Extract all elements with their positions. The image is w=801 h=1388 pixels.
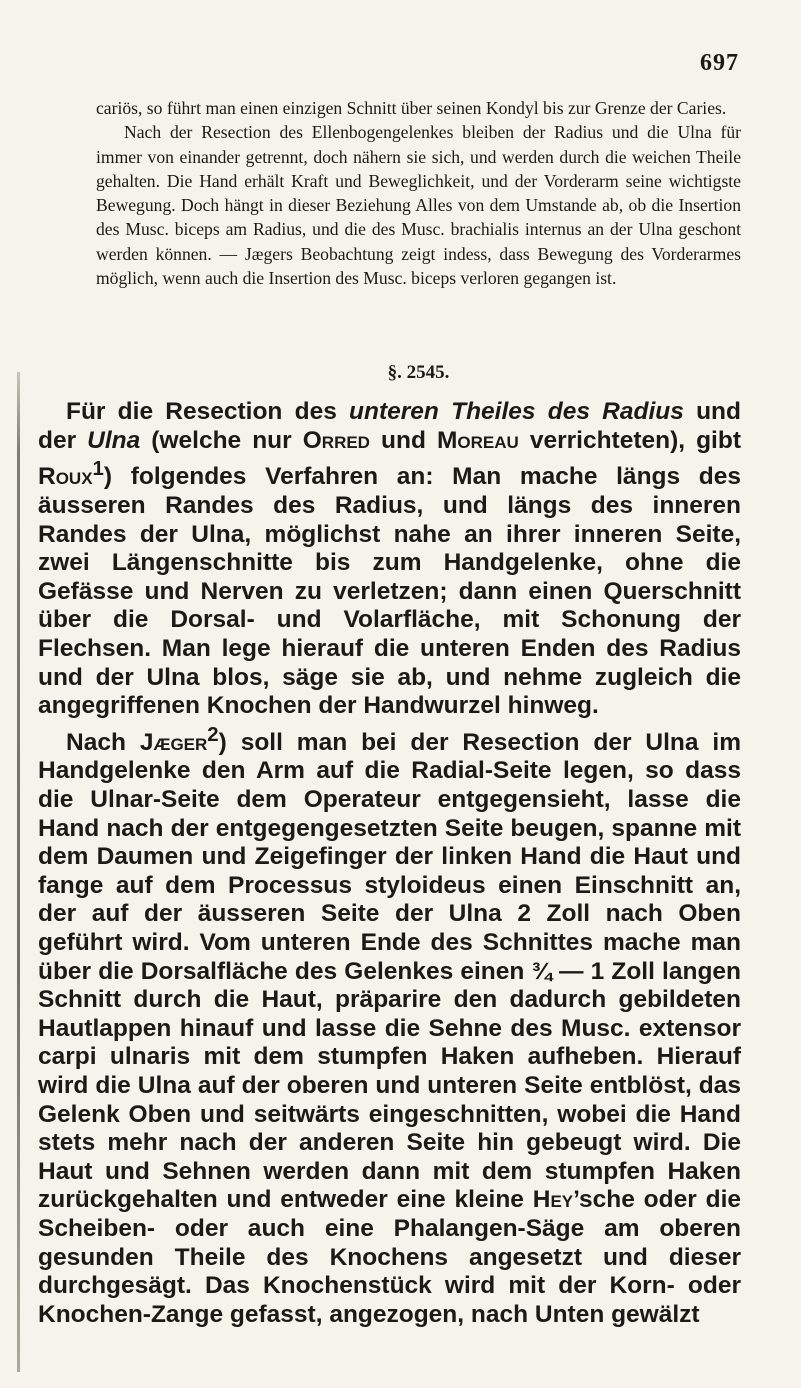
text-run: und der	[38, 398, 741, 454]
text-run: (welche nur	[140, 426, 303, 454]
paragraph-roux-method	[38, 398, 741, 721]
paragraph-caries: cariös, so führt man einen einzigen Schnitt über seinen Kondyl bis zur Grenze der Caries.	[96, 98, 727, 118]
paragraph-elbow-resection: Nach der Resection des Ellenbogengelenkes bleiben der Radius und die Ulna für immer von einander getrennt, doch nähern sie sich, und werden durch die weichen Theile gehalten. Die Hand erhält Kraft und Beweglichkeit, und der Vorderarm seine wichtigste Bewegung. Doch hängt in dieser Beziehung Alles von dem Umstande ab, ob die Insertion des Musc. biceps am Radius, und die des Musc. brachialis internus an der Ulna geschont werden können. — Jægers Beobachtung zeigt indess, dass Bewegung des Vorderarmes möglich, wenn auch die Insertion des Musc. biceps verloren gegangen ist.	[96, 122, 741, 289]
author-name: Roux	[38, 463, 93, 491]
text-run: Für die Resection des	[66, 398, 350, 425]
emphasis-text: Ulna	[87, 426, 141, 454]
paragraph-jaeger-method	[38, 721, 741, 1330]
text-run: Nach	[66, 728, 140, 756]
emphasis-text: unteren Theiles des Radius	[349, 398, 684, 425]
footnote-marker: 2	[207, 723, 219, 746]
author-name: Hey	[532, 1186, 574, 1214]
small-text-block	[96, 96, 741, 290]
footnote-marker: 1	[92, 458, 104, 481]
text-run: ) soll man bei der Resection der Ulna im Handgelenke den Arm auf die Radial-Seite legen, so dass die Ulnar-Seite dem Operateur entgegensieht, lasse die Hand nach der entgegengesetzten Seite beugen, spanne mit dem Daumen und Zeigefinger der linken Hand die Haut und fange auf dem Processus styloideus einen Einschnitt an, der auf der äusseren Seite der Ulna 2 Zoll nach Oben geführt wird. Vom unteren Ende des Schnittes mache man über die Dorsalfläche des Gelenkes einen ¾ — 1 Zoll langen Schnitt durch die Haut, präparire den dadurch gebildeten Hautlappen hinauf und lasse die Sehne des Musc. extensor carpi ulnaris mit dem stumpfen Haken aufheben. Hierauf wird die Ulna auf der oberen und unteren Seite entblöst, das Gelenk Oben und seitwärts eingeschnitten, wobei die Hand stets mehr nach der anderen Seite hin gebeugt wird. Die Haut und Sehnen werden dann mit dem stumpfen Haken zurückgehalten und entweder eine kleine	[38, 728, 741, 1214]
text-run: ) folgendes Verfahren an: Man mache längs des äusseren Randes des Radius, und längs des inneren Randes der Ulna, möglichst nahe an ihrer inneren Seite, zwei Längenschnitte bis zum Handgelenke, ohne die Gefässe und Nerven zu verletzen; dann einen Querschnitt über die Dorsal- und Volarfläche, mit Schonung der Flechsen. Man lege hierauf die unteren Enden des Radius und der Ulna blos, säge sie ab, und nehme zugleich die angegriffenen Knochen der Handwurzel hinweg.	[38, 463, 741, 720]
text-run: und	[369, 426, 437, 454]
author-name: Jæger	[139, 728, 208, 756]
author-name: Moreau	[436, 426, 519, 454]
page-number: 697	[700, 50, 739, 76]
text-run: verrichteten), gibt	[518, 426, 741, 454]
section-heading: §. 2545.	[387, 362, 450, 383]
large-text-block	[38, 398, 741, 1329]
binding-shadow	[17, 372, 20, 1372]
author-name: Orred	[302, 426, 370, 454]
text-run: ’sche oder die Scheiben- oder auch eine Phalangen-Säge am oberen gesunden Theile des Knochens angesetzt und dieser durchgesägt. Das Knochenstück wird mit der Korn- oder Knochen-Zange gefasst, angezogen, nach Unten gewälzt	[38, 1186, 741, 1328]
